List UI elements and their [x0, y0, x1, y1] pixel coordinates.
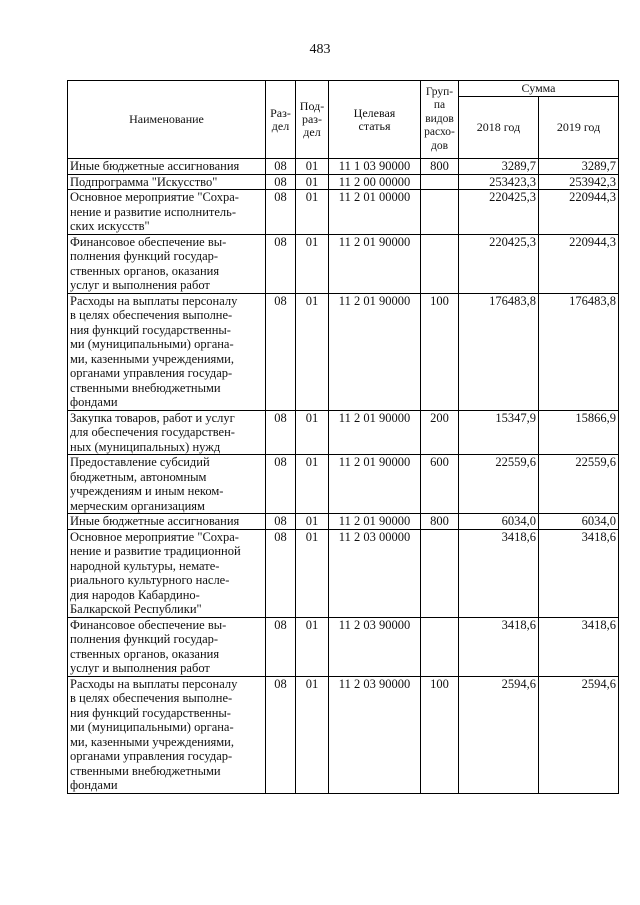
row-name: Закупка товаров, работ и услуг для обеспечения государствен- ных (муниципальных) нужд: [68, 410, 266, 455]
row-razdel: 08: [266, 514, 296, 530]
row-sum-2018: 3418,6: [459, 529, 539, 617]
row-group: 800: [421, 514, 459, 530]
row-podrazdel: 01: [296, 514, 329, 530]
row-target: 11 2 00 00000: [329, 174, 421, 190]
header-razdel: Раз- дел: [266, 81, 296, 159]
row-target: 11 2 01 90000: [329, 410, 421, 455]
table-row: [68, 529, 619, 617]
row-target: 11 2 03 90000: [329, 676, 421, 793]
row-group: [421, 190, 459, 235]
row-target: 11 2 01 90000: [329, 455, 421, 514]
table-row: [68, 617, 619, 676]
row-razdel: 08: [266, 190, 296, 235]
row-group: 200: [421, 410, 459, 455]
row-name: Финансовое обеспечение вы- полнения функций государ- ственных органов, оказания услуг и выполнения работ: [68, 617, 266, 676]
table-row: [68, 190, 619, 235]
row-razdel: 08: [266, 455, 296, 514]
row-target: 11 2 01 90000: [329, 293, 421, 410]
row-sum-2019: 3289,7: [539, 159, 619, 175]
row-group: 100: [421, 676, 459, 793]
table-row: [68, 455, 619, 514]
row-sum-2019: 22559,6: [539, 455, 619, 514]
row-sum-2019: 253942,3: [539, 174, 619, 190]
row-sum-2019: 15866,9: [539, 410, 619, 455]
row-target: 11 2 03 00000: [329, 529, 421, 617]
row-podrazdel: 01: [296, 455, 329, 514]
row-name: Расходы на выплаты персоналу в целях обеспечения выполне- ния функций государственны- ми (муниципальными) органа- ми, казенными учреждениями, органами управления государ- ственными внебюджетными фондами: [68, 293, 266, 410]
header-target: Целевая статья: [329, 81, 421, 159]
table-row: [68, 514, 619, 530]
header-podrazdel: Под- раз- дел: [296, 81, 329, 159]
row-name: Иные бюджетные ассигнования: [68, 159, 266, 175]
row-sum-2018: 253423,3: [459, 174, 539, 190]
row-group: 800: [421, 159, 459, 175]
row-name: Финансовое обеспечение вы- полнения функций государ- ственных органов, оказания услуг и выполнения работ: [68, 234, 266, 293]
table-row: [68, 293, 619, 410]
header-group: Груп- па видов расхо- дов: [421, 81, 459, 159]
row-group: [421, 617, 459, 676]
row-sum-2019: 220944,3: [539, 190, 619, 235]
row-group: [421, 174, 459, 190]
row-razdel: 08: [266, 234, 296, 293]
row-target: 11 1 03 90000: [329, 159, 421, 175]
row-razdel: 08: [266, 159, 296, 175]
row-sum-2019: 3418,6: [539, 617, 619, 676]
row-sum-2018: 220425,3: [459, 234, 539, 293]
row-group: [421, 529, 459, 617]
row-group: 100: [421, 293, 459, 410]
row-sum-2019: 3418,6: [539, 529, 619, 617]
header-year-2018: 2018 год: [459, 97, 539, 159]
table-row: [68, 234, 619, 293]
row-name: Подпрограмма "Искусство": [68, 174, 266, 190]
row-target: 11 2 01 90000: [329, 234, 421, 293]
row-sum-2019: 176483,8: [539, 293, 619, 410]
row-name: Иные бюджетные ассигнования: [68, 514, 266, 530]
table-row: [68, 676, 619, 793]
row-target: 11 2 01 00000: [329, 190, 421, 235]
row-podrazdel: 01: [296, 174, 329, 190]
table-row: [68, 174, 619, 190]
row-target: 11 2 01 90000: [329, 514, 421, 530]
row-name: Предоставление субсидий бюджетным, автономным учреждениям и иным неком- мерческим организациям: [68, 455, 266, 514]
row-group: [421, 234, 459, 293]
row-podrazdel: 01: [296, 190, 329, 235]
table-row: [68, 410, 619, 455]
row-podrazdel: 01: [296, 234, 329, 293]
row-group: 600: [421, 455, 459, 514]
row-podrazdel: 01: [296, 676, 329, 793]
row-podrazdel: 01: [296, 617, 329, 676]
row-target: 11 2 03 90000: [329, 617, 421, 676]
header-sum: Сумма: [459, 81, 619, 97]
row-podrazdel: 01: [296, 529, 329, 617]
row-sum-2018: 6034,0: [459, 514, 539, 530]
table-body: [68, 159, 619, 794]
budget-table: [67, 80, 619, 794]
row-sum-2018: 220425,3: [459, 190, 539, 235]
row-sum-2018: 176483,8: [459, 293, 539, 410]
row-razdel: 08: [266, 617, 296, 676]
row-podrazdel: 01: [296, 410, 329, 455]
row-sum-2019: 2594,6: [539, 676, 619, 793]
row-sum-2018: 2594,6: [459, 676, 539, 793]
row-sum-2019: 220944,3: [539, 234, 619, 293]
row-sum-2018: 3289,7: [459, 159, 539, 175]
row-razdel: 08: [266, 529, 296, 617]
row-razdel: 08: [266, 676, 296, 793]
row-name: Основное мероприятие "Сохра- нение и развитие исполнитель- ских искусств": [68, 190, 266, 235]
row-name: Основное мероприятие "Сохра- нение и развитие традиционной народной культуры, немате- риального культурного насле- дия народов Кабардино- Балкарской Республики": [68, 529, 266, 617]
row-podrazdel: 01: [296, 293, 329, 410]
row-razdel: 08: [266, 174, 296, 190]
row-sum-2018: 3418,6: [459, 617, 539, 676]
row-sum-2018: 22559,6: [459, 455, 539, 514]
row-name: Расходы на выплаты персоналу в целях обеспечения выполне- ния функций государственны- ми (муниципальными) органа- ми, казенными учреждениями, органами управления государ- ственными внебюджетными фондами: [68, 676, 266, 793]
table-row: [68, 159, 619, 175]
page-number: 483: [309, 42, 331, 57]
row-podrazdel: 01: [296, 159, 329, 175]
row-razdel: 08: [266, 410, 296, 455]
header-year-2019: 2019 год: [539, 97, 619, 159]
row-sum-2019: 6034,0: [539, 514, 619, 530]
row-razdel: 08: [266, 293, 296, 410]
header-name: Наименование: [68, 81, 266, 159]
row-sum-2018: 15347,9: [459, 410, 539, 455]
